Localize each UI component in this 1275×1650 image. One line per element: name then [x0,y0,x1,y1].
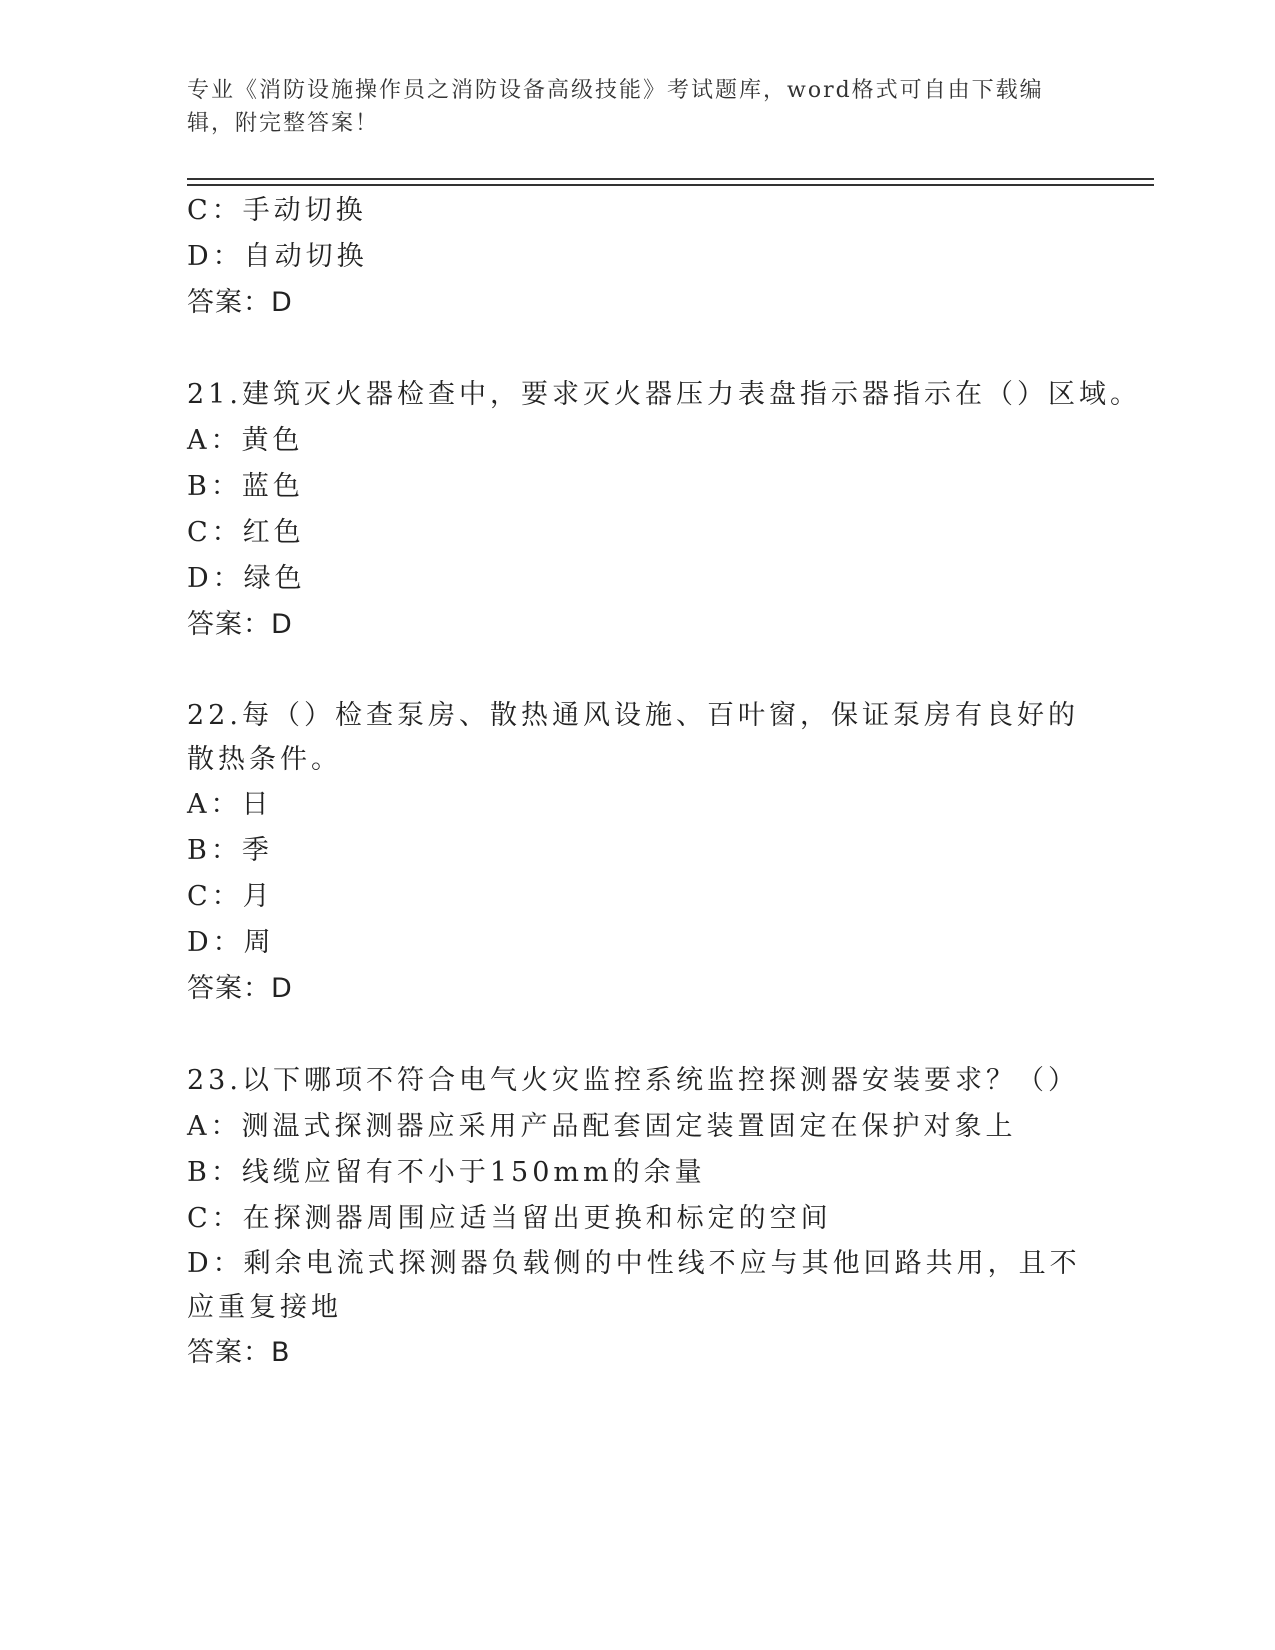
question-stem: 21.建筑灭火器检查中，要求灭火器压力表盘指示器指示在（）区域。 [187,379,1141,410]
answer: 答案：B [187,1337,291,1368]
header-rule-bottom [187,184,1154,186]
option-c: C：红色 [187,517,305,548]
question-22 [187,694,1087,1012]
option-d: D：自动切换 [187,241,368,272]
question-stem: 22.每（）检查泵房、散热通风设施、百叶窗，保证泵房有良好的散热条件。 [187,700,1079,775]
header-rule-top [187,178,1154,180]
option-a: A：黄色 [187,425,304,456]
question-21 [187,372,1141,648]
option-b: B：线缆应留有不小于150mm的余量 [187,1157,706,1188]
question-23 [187,1058,1087,1376]
document-header: 专业《消防设施操作员之消防设备高级技能》考试题库，word格式可自由下载编辑，附完整答案！ [187,78,1044,136]
question-content [187,188,1141,1376]
option-d: D：绿色 [187,563,306,594]
option-c: C：在探测器周围应适当留出更换和标定的空间 [187,1203,832,1234]
answer: 答案：D [187,973,293,1004]
option-a: A：日 [187,789,273,820]
question-stem: 23.以下哪项不符合电气火灾监控系统监控探测器安装要求？（） [187,1065,1079,1096]
continued-question [187,188,1087,326]
option-c: C：月 [187,881,274,912]
answer: 答案：D [187,609,293,640]
option-c: C：手动切换 [187,195,367,226]
option-b: B：季 [187,835,273,866]
option-b: B：蓝色 [187,471,304,502]
option-a: A：测温式探测器应采用产品配套固定装置固定在保护对象上 [187,1111,1017,1142]
option-d: D：周 [187,927,275,958]
answer: 答案：D [187,287,293,318]
option-d: D：剩余电流式探测器负载侧的中性线不应与其他回路共用，且不应重复接地 [187,1248,1081,1323]
